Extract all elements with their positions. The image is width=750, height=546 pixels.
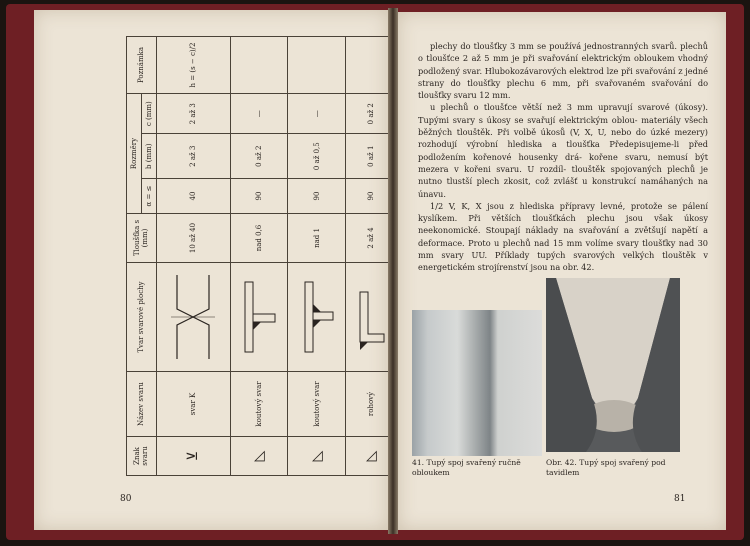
weld-b: 0 až 0,5 [288,134,346,179]
caption-figure-42: Obr. 42. Tupý spoj svařený pod tavidlem [546,458,666,477]
weld-b: 0 až 2 [230,134,288,179]
paragraph: u plechů o tloušťce větší než 3 mm upravují svarové (úkosy). Tupými svary s úkosy se svařují elektrickým oblou- materiály všech běžných tlouštěk. Při volbě úkosů (V, X, U, nebo do úzké mezery) rozhodují výrobní hlediska a tloušťka Předepisujeme-li před podložením kořenové housenky drá- kořene svaru, nemusí být mezera v kořeni svaru. U rozdíl- tlouštěk spojovaných plechů je nutno tlustší plech zkosit, což zvlášť u konstrukcí namáhaných na únavu. [418,102,708,199]
weld-table [126,36,396,476]
fillet-weld-sketch-icon [239,272,279,362]
weld-c: 0 až 2 [346,94,396,134]
figure-41-photo [412,310,542,456]
paragraph: 1/2 V, K, X jsou z hlediska přípravy levné, protože se pálení kyslíkem. Při větších tloušťkách plechu jsou však úkosy neekonomické. Stoupají náklady na svařování a zvětšují napětí a deformace. Proto u plechů nad 15 mm volíme svary tloušťky nad 30 mm svary UU. Příklady tupých svarových velkých tlouštěk v energetickém strojírenství jsou na obr. 42. [418,200,708,273]
right-page [398,12,726,530]
weld-symbol: ◺ [230,437,288,476]
corner-weld-sketch-icon [354,272,388,362]
weld-alpha: 90 [230,178,288,213]
header-znak: Znak svaru [127,437,157,476]
header-b: b (mm) [141,134,156,179]
weld-table-wrap [126,36,396,476]
weld-sketch [156,263,230,372]
weld-c: — [230,94,288,134]
header-nazev: Název svaru [127,372,157,437]
open-book [6,4,744,540]
header-tloustka: Tloušťka s (mm) [127,214,157,263]
weld-thickness: nad 1 [288,214,346,263]
weld-c: 2 až 3 [156,94,230,134]
table-row [230,37,288,476]
page-number-left: 80 [120,494,132,504]
weld-symbol: ⊻ [156,437,230,476]
weld-name: svar K [156,372,230,437]
weld-sketch [288,263,346,372]
weld-note [230,37,288,94]
header-tvar: Tvar svarové plochy [127,263,157,372]
paragraph: plechy do tloušťky 3 mm se používá jednostranných svarů. plechů o tloušťce 2 až 5 mm je při svařování elektrickým obloukem vhodný podložený svar. Hlubokozávarových elektrod lze při svařování z jedné strany do tloušťky plechu 6 mm, při svařovaném svařování do tloušťky svaru 12 mm. [418,41,708,101]
table-row [288,37,346,476]
weld-thickness: nad 0,6 [230,214,288,263]
left-page [34,10,388,530]
weld-alpha: 90 [288,178,346,213]
weld-thickness: 2 až 4 [346,214,396,263]
weld-b: 0 až 1 [346,134,396,179]
weld-alpha: 90 [346,178,396,213]
k-weld-sketch-icon [167,269,219,365]
weld-thickness: 10 až 40 [156,214,230,263]
caption-figure-41: 41. Tupý spoj svařený ručně obloukem [412,458,521,477]
header-alpha: α = ≤ [141,178,156,213]
book-gutter [388,8,398,534]
weld-symbol: ◺ [346,437,396,476]
weld-name: koutový svar [288,372,346,437]
weld-sketch [230,263,288,372]
weld-note [288,37,346,94]
header-rozmery: Rozměry [127,94,142,214]
weld-c: — [288,94,346,134]
table-row [156,37,230,476]
body-text [418,40,708,274]
page-number-right: 81 [674,494,686,504]
weld-name: koutový svar [230,372,288,437]
weld-alpha: 40 [156,178,230,213]
weld-macro-icon [546,278,680,452]
header-c: c (mm) [141,94,156,134]
fillet-weld-sketch-icon [297,272,337,362]
weld-note: h = (s − c)/2 [156,37,230,94]
weld-name: rohový [346,372,396,437]
weld-symbol: ◺ [288,437,346,476]
header-poznamka: Poznámka [127,37,157,94]
figure-42-photo [546,278,680,452]
weld-b: 2 až 3 [156,134,230,179]
